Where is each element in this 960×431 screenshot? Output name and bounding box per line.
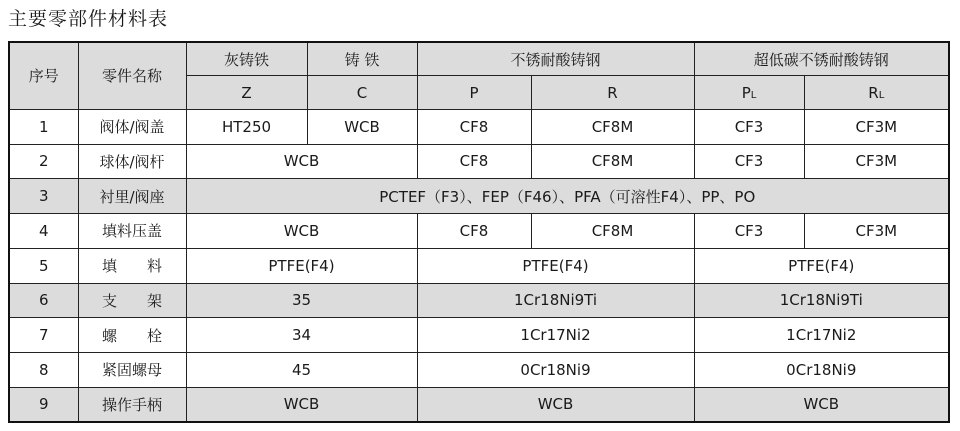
cell-name: 填料压盖: [78, 214, 186, 249]
cell-name: 球体/阀杆: [78, 144, 186, 179]
header-seq: 序号: [9, 42, 78, 109]
header-code-p: P: [417, 76, 531, 110]
header-stainless: 不锈耐酸铸钢: [417, 42, 694, 76]
cell-plrl: 1Cr18Ni9Ti: [694, 283, 949, 318]
code-rl-main: R: [868, 83, 879, 102]
materials-table: [8, 41, 950, 423]
cell-zc: 35: [186, 283, 417, 318]
code-pl-main: P: [741, 83, 751, 102]
cell-seq: 5: [9, 248, 78, 283]
cell-name: 螺 栓: [78, 318, 186, 353]
cell-pr: PTFE(F4): [417, 248, 694, 283]
table-row: [9, 248, 949, 283]
table-row: [9, 109, 949, 144]
header-ultralow: 超低碳不锈耐酸铸钢: [694, 42, 949, 76]
cell-name: 填 料: [78, 248, 186, 283]
cell-seq: 6: [9, 283, 78, 318]
page-title: 主要零部件材料表: [8, 8, 169, 30]
header-row-groups: [9, 42, 949, 76]
header-code-z: Z: [186, 76, 307, 110]
cell-pr: 1Cr17Ni2: [417, 318, 694, 353]
cell-r: CF8M: [531, 214, 694, 249]
cell-r: CF8M: [531, 109, 694, 144]
cell-zc: 45: [186, 352, 417, 387]
cell-seq: 3: [9, 179, 78, 214]
cell-zc: 34: [186, 318, 417, 353]
table-row: [9, 387, 949, 422]
header-code-pl: [694, 76, 804, 110]
table-row: [9, 144, 949, 179]
cell-plrl: 1Cr17Ni2: [694, 318, 949, 353]
cell-seq: 2: [9, 144, 78, 179]
code-rl-sub: L: [878, 89, 885, 101]
cell-pl: CF3: [694, 214, 804, 249]
cell-c: WCB: [307, 109, 417, 144]
cell-zc: WCB: [186, 214, 417, 249]
code-pl-sub: L: [750, 89, 757, 101]
cell-zc: WCB: [186, 144, 417, 179]
table-row: [9, 352, 949, 387]
header-code-rl: [804, 76, 949, 110]
cell-z: HT250: [186, 109, 307, 144]
cell-name: 支 架: [78, 283, 186, 318]
cell-p: CF8: [417, 214, 531, 249]
cell-zc: WCB: [186, 387, 417, 422]
cell-p: CF8: [417, 144, 531, 179]
cell-pl: CF3: [694, 144, 804, 179]
cell-rl: CF3M: [804, 214, 949, 249]
cell-r: CF8M: [531, 144, 694, 179]
cell-zc: PTFE(F4): [186, 248, 417, 283]
cell-seq: 9: [9, 387, 78, 422]
cell-all: PCTEF（F3）、FEP（F46）、PFA（可溶性F4）、PP、PO: [186, 179, 949, 214]
cell-pr: WCB: [417, 387, 694, 422]
header-part-name: 零件名称: [78, 42, 186, 109]
cell-seq: 7: [9, 318, 78, 353]
header-gray-iron: 灰铸铁: [186, 42, 307, 76]
cell-rl: CF3M: [804, 109, 949, 144]
table-row: [9, 179, 949, 214]
header-code-c: C: [307, 76, 417, 110]
cell-pr: 1Cr18Ni9Ti: [417, 283, 694, 318]
table-row: [9, 283, 949, 318]
cell-name: 操作手柄: [78, 387, 186, 422]
cell-name: 衬里/阀座: [78, 179, 186, 214]
header-cast-iron: 铸 铁: [307, 42, 417, 76]
cell-name: 紧固螺母: [78, 352, 186, 387]
cell-plrl: PTFE(F4): [694, 248, 949, 283]
cell-seq: 1: [9, 109, 78, 144]
cell-plrl: 0Cr18Ni9: [694, 352, 949, 387]
cell-plrl: WCB: [694, 387, 949, 422]
table-row: [9, 214, 949, 249]
cell-pl: CF3: [694, 109, 804, 144]
table-row: [9, 318, 949, 353]
cell-p: CF8: [417, 109, 531, 144]
cell-name: 阀体/阀盖: [78, 109, 186, 144]
header-code-r: R: [531, 76, 694, 110]
cell-seq: 4: [9, 214, 78, 249]
cell-pr: 0Cr18Ni9: [417, 352, 694, 387]
cell-rl: CF3M: [804, 144, 949, 179]
cell-seq: 8: [9, 352, 78, 387]
